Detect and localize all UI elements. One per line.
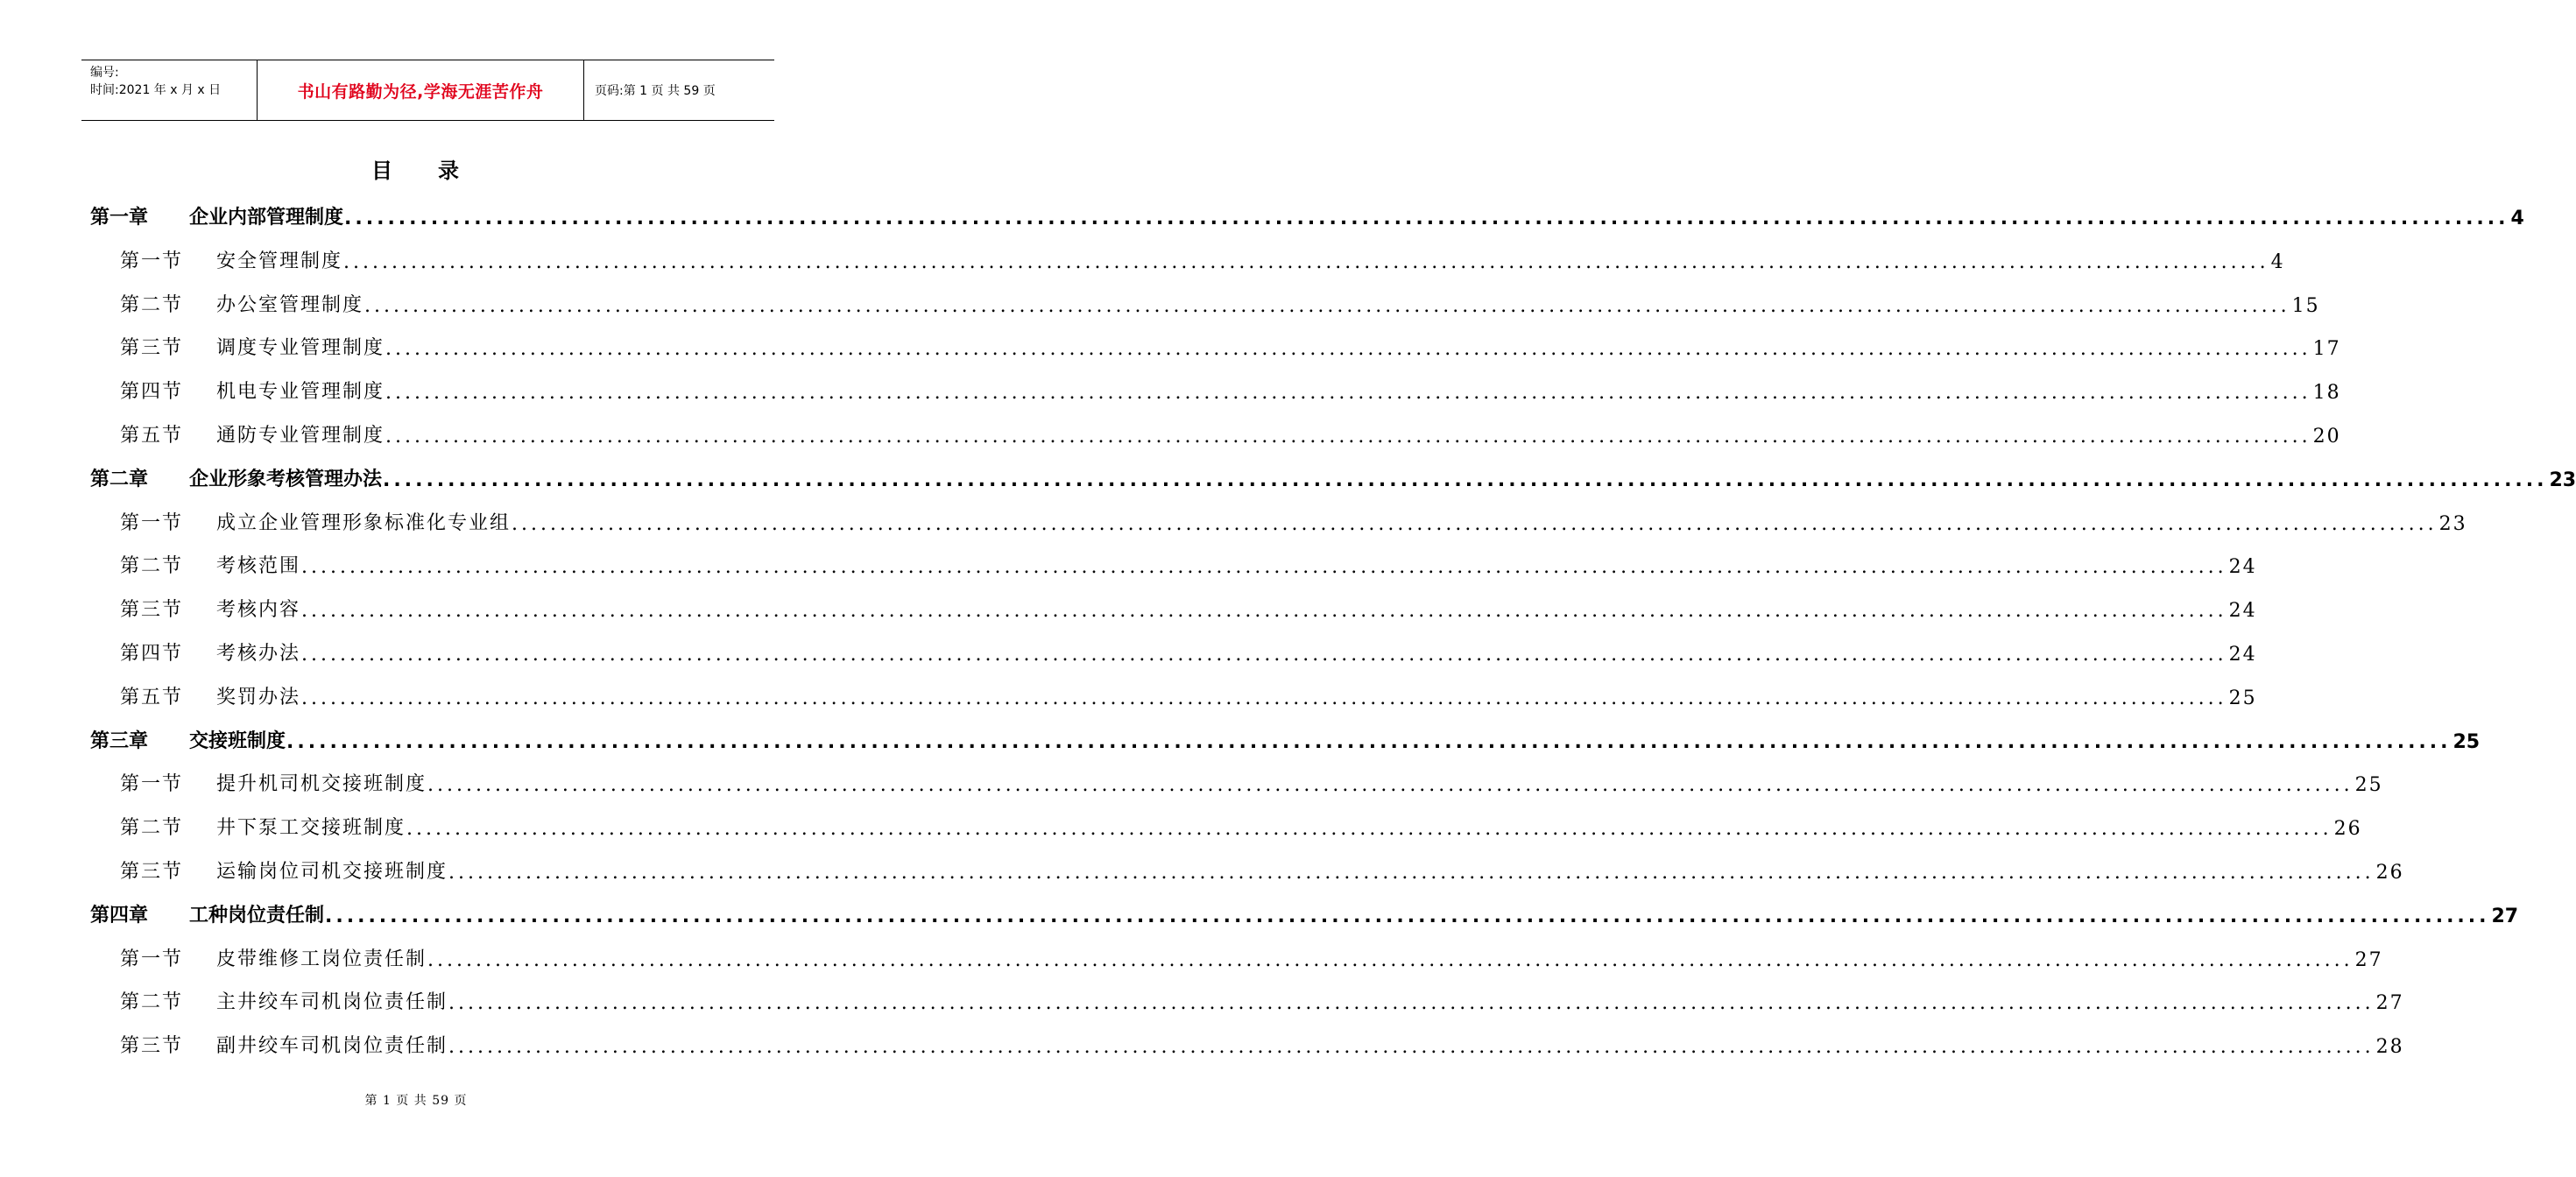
toc-entry-page-number: 25 — [2452, 730, 2481, 753]
dot-leader: ........................................................................................................................................................................................................ — [301, 644, 2227, 666]
toc-entry-title: 企业内部管理制度 — [189, 207, 344, 229]
header-motto: 书山有路勤为径,学海无涯苦作舟 — [258, 60, 584, 120]
toc-entry-page-number: 23 — [2438, 512, 2467, 535]
dot-leader: ........................................................................................................................................................................................................ — [385, 338, 2311, 361]
toc-entry-title: 调度专业管理制度 — [216, 337, 385, 360]
dot-leader: ........................................................................................................................................................................................................ — [385, 426, 2311, 448]
toc-entry-page-number: 4 — [2510, 208, 2524, 229]
toc-chapter-entry[interactable] — [90, 463, 2576, 491]
toc-entry-title: 副井绞车司机岗位责任制 — [216, 1035, 448, 1058]
dot-leader: ........................................................................................................................................................................................................ — [383, 469, 2548, 491]
toc-section-entry[interactable] — [120, 332, 2341, 361]
toc-section-entry[interactable] — [120, 1030, 2404, 1059]
header-meta-cell — [81, 60, 258, 120]
toc-entry-label: 第五节 — [120, 425, 184, 447]
toc-entry-page-number: 25 — [2354, 774, 2383, 797]
dot-leader: ........................................................................................................................................................................................................ — [448, 862, 2375, 884]
toc-entry-page-number: 17 — [2312, 338, 2341, 361]
toc-entry-page-number: 24 — [2228, 644, 2257, 666]
toc-entry-label: 第一节 — [120, 511, 184, 534]
toc-entry-title: 考核内容 — [216, 599, 301, 622]
toc-entry-title: 安全管理制度 — [216, 250, 343, 272]
toc-chapter-entry[interactable] — [90, 725, 2481, 753]
dot-leader: ........................................................................................................................................................................................................ — [448, 992, 2375, 1015]
toc-section-entry[interactable] — [120, 768, 2383, 797]
dot-leader: ........................................................................................................................................................................................................ — [286, 730, 2452, 753]
toc-entry-title: 通防专业管理制度 — [216, 425, 385, 447]
toc-entry-title: 考核范围 — [216, 555, 301, 578]
dot-leader: ........................................................................................................................................................................................................ — [301, 556, 2227, 579]
dot-leader: ........................................................................................................................................................................................................ — [385, 382, 2311, 405]
dot-leader: ........................................................................................................................................................................................................ — [344, 208, 2509, 229]
toc-entry-page-number: 26 — [2333, 818, 2362, 841]
page-header — [81, 60, 774, 121]
toc-entry-label: 第四节 — [120, 643, 184, 665]
toc-entry-title: 井下泵工交接班制度 — [216, 817, 406, 840]
toc-entry-label: 第二节 — [120, 555, 184, 578]
toc-section-entry[interactable] — [120, 812, 2362, 841]
toc-section-entry[interactable] — [120, 681, 2257, 709]
dot-leader: ........................................................................................................................................................................................................ — [325, 905, 2490, 927]
dot-leader: ........................................................................................................................................................................................................ — [301, 687, 2227, 709]
toc-entry-page-number: 24 — [2228, 556, 2257, 579]
toc-section-entry[interactable] — [120, 856, 2404, 884]
toc-section-entry[interactable] — [120, 419, 2341, 448]
toc-entry-page-number: 25 — [2228, 687, 2257, 709]
toc-section-entry[interactable] — [120, 376, 2341, 405]
toc-entry-label: 第三节 — [120, 1035, 184, 1058]
toc-section-entry[interactable] — [120, 986, 2404, 1015]
toc-entry-page-number: 27 — [2375, 992, 2404, 1015]
toc-entry-page-number: 15 — [2291, 294, 2320, 317]
toc-section-entry[interactable] — [120, 245, 2285, 273]
document-time-label: 时间:2021 年 x 月 x 日 — [90, 83, 222, 97]
toc-entry-title: 交接班制度 — [189, 729, 286, 752]
toc-entry-page-number: 4 — [2270, 250, 2285, 273]
header-page-info: 页码:第 1 页 共 59 页 — [595, 84, 716, 98]
toc-section-entry[interactable] — [120, 638, 2257, 666]
toc-entry-label: 第四章 — [90, 904, 149, 927]
toc-entry-page-number: 24 — [2228, 600, 2257, 623]
toc-entry-label: 第一章 — [90, 207, 149, 229]
toc-chapter-entry[interactable] — [90, 201, 2524, 229]
dot-leader: ........................................................................................................................................................................................................ — [427, 774, 2354, 797]
toc-entry-label: 第一节 — [120, 250, 184, 272]
toc-entry-title: 企业形象考核管理办法 — [189, 468, 383, 490]
toc-entry-label: 第三节 — [120, 337, 184, 360]
toc-entry-title: 成立企业管理形象标准化专业组 — [216, 511, 512, 534]
toc-section-entry[interactable] — [120, 289, 2320, 317]
toc-entry-label: 第三章 — [90, 729, 149, 752]
document-number-label: 编号: — [90, 66, 119, 80]
toc-entry-page-number: 20 — [2312, 426, 2341, 448]
toc-section-entry[interactable] — [120, 943, 2383, 971]
dot-leader: ........................................................................................................................................................................................................ — [343, 250, 2269, 273]
toc-entry-title: 皮带维修工岗位责任制 — [216, 948, 427, 970]
toc-entry-label: 第二节 — [120, 817, 184, 840]
toc-entry-label: 第二节 — [120, 293, 184, 316]
page-footer: 第 1 页 共 59 页 — [364, 1094, 468, 1108]
toc-entry-title: 提升机司机交接班制度 — [216, 773, 427, 796]
toc-entry-title: 机电专业管理制度 — [216, 381, 385, 404]
toc-chapter-entry[interactable] — [90, 899, 2519, 927]
dot-leader: ........................................................................................................................................................................................................ — [364, 294, 2290, 317]
toc-entry-title: 奖罚办法 — [216, 686, 301, 708]
dot-leader: ........................................................................................................................................................................................................ — [448, 1036, 2375, 1059]
dot-leader: ........................................................................................................................................................................................................ — [406, 818, 2333, 841]
dot-leader: ........................................................................................................................................................................................................ — [301, 600, 2227, 623]
toc-entry-page-number: 26 — [2375, 862, 2404, 884]
toc-entry-title: 主井绞车司机岗位责任制 — [216, 991, 448, 1014]
toc-entry-page-number: 23 — [2549, 469, 2576, 491]
toc-entry-page-number: 28 — [2375, 1036, 2404, 1059]
toc-title — [0, 153, 832, 184]
toc-entry-title: 运输岗位司机交接班制度 — [216, 861, 448, 883]
toc-entry-page-number: 27 — [2491, 905, 2519, 927]
toc-entry-label: 第一节 — [120, 773, 184, 796]
toc-entry-label: 第一节 — [120, 948, 184, 970]
toc-title-left: 目 — [371, 158, 394, 183]
dot-leader: ........................................................................................................................................................................................................ — [512, 512, 2438, 535]
toc-entry-page-number: 18 — [2312, 382, 2341, 405]
toc-entry-title: 办公室管理制度 — [216, 293, 364, 316]
toc-title-right: 录 — [438, 158, 461, 183]
toc-entry-title: 工种岗位责任制 — [189, 904, 325, 927]
toc-entry-title: 考核办法 — [216, 643, 301, 665]
toc-entry-label: 第二章 — [90, 468, 149, 490]
toc-entry-page-number: 27 — [2354, 948, 2383, 971]
toc-entry-label: 第三节 — [120, 599, 184, 622]
toc-section-entry[interactable] — [120, 550, 2257, 579]
dot-leader: ........................................................................................................................................................................................................ — [427, 948, 2354, 971]
toc-section-entry[interactable] — [120, 507, 2467, 535]
toc-entry-label: 第三节 — [120, 861, 184, 883]
toc-entry-label: 第四节 — [120, 381, 184, 404]
toc-section-entry[interactable] — [120, 594, 2257, 623]
toc-entry-label: 第二节 — [120, 991, 184, 1014]
toc-entry-label: 第五节 — [120, 686, 184, 708]
